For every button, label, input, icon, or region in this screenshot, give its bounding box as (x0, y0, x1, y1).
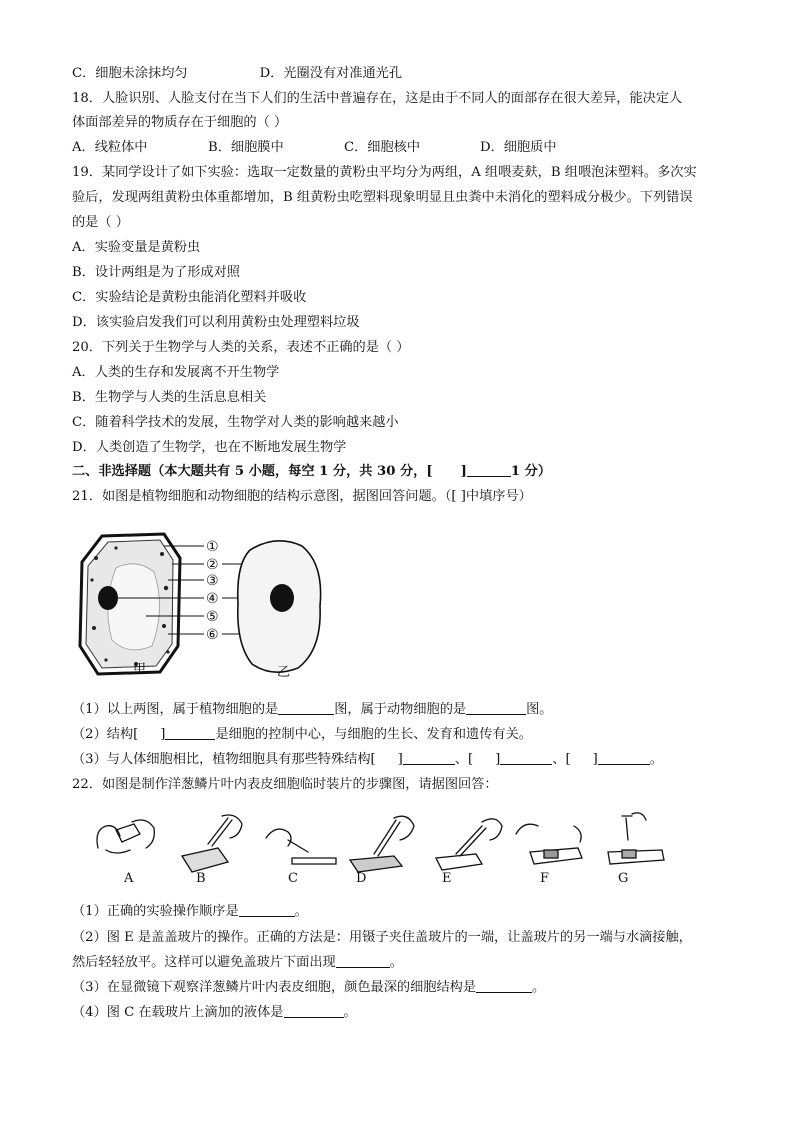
q18-options (72, 138, 557, 158)
q20-option-c: C．随着科学技术的发展，生物学对人类的影响越来越小 (72, 415, 399, 430)
step-label-f: F (540, 871, 550, 886)
q21-part3-b: ] (397, 752, 403, 767)
q22-part1-a: （1）正确的实验操作顺序是 (72, 904, 239, 919)
section2-heading (72, 462, 551, 482)
step-label-g: G (618, 871, 629, 886)
q21-part1-b: 图，属于动物细胞的是 (334, 702, 467, 717)
q21-part3 (72, 750, 663, 770)
q20-option-a: A．人类的生存和发展离不开生物学 (72, 365, 280, 380)
step-d-illustration (350, 816, 414, 872)
q17-options (72, 64, 402, 84)
q22-stem: 22．如图是制作洋葱鳞片叶内表皮细胞临时装片的步骤图，请据图回答： (72, 777, 498, 792)
step-g-illustration (608, 813, 664, 864)
q21-blank-5[interactable] (500, 750, 552, 765)
step-e-illustration (436, 819, 502, 870)
q20-option-b: B．生物学与人类的生活息息相关 (72, 390, 267, 405)
fig-label-1: ① (206, 539, 219, 555)
q19-stem-line1: 19．某同学设计了如下实验：选取一定数量的黄粉虫平均分为两组，A 组喂麦麸，B 组喂泡沫塑料。多次实 (72, 165, 697, 180)
fig-label-4: ④ (206, 591, 219, 607)
q22-blank-4[interactable] (284, 1003, 344, 1018)
fig-caption-left: 甲 (133, 662, 147, 677)
q22-part1-b: 。 (294, 904, 308, 919)
plant-nucleus (98, 586, 118, 610)
section2-heading-mid: ] (460, 464, 467, 479)
section2-heading-prefix: 二、非选择题（本大题共有 5 小题，每空 1 分，共 30 分，[ (72, 464, 433, 479)
slide-preparation-steps-figure (86, 808, 676, 886)
q21-part3-c: 、[ (454, 752, 474, 767)
step-label-c: C (288, 871, 298, 886)
q21-part3-d: ] (495, 752, 501, 767)
q17-option-c: C．细胞未涂抹均匀 (72, 66, 188, 81)
q21-blank-6[interactable] (598, 750, 650, 765)
q22-part2-line1: （2）图 E 是盖盖玻片的操作。正确的方法是：用镊子夹住盖玻片的一端，让盖玻片的另一端与水滴接触， (72, 930, 692, 945)
q21-part2-a: （2）结构[ (72, 727, 139, 742)
q22-blank-1[interactable] (239, 902, 295, 917)
step-label-b: B (196, 871, 206, 886)
cell-structure-figure (76, 528, 336, 680)
q22-part3-a: （3）在显微镜下观察洋葱鳞片叶内表皮细胞，颜色最深的细胞结构是 (72, 980, 477, 995)
step-a-illustration (97, 820, 154, 853)
q19-stem-line3: 的是（ ） (72, 215, 129, 230)
fig-label-2: ② (206, 557, 219, 573)
step-label-a: A (124, 871, 134, 886)
q22-part4 (72, 1003, 357, 1023)
q22-blank-3[interactable] (476, 978, 532, 993)
q21-part3-f: ] (592, 752, 598, 767)
q17-option-d: D．光圈没有对准通光孔 (259, 66, 403, 81)
q21-part1 (72, 700, 552, 720)
q19-option-b: B．设计两组是为了形成对照 (72, 265, 240, 280)
q22-part4-b: 。 (343, 1005, 357, 1020)
q22-part2-b: 。 (389, 955, 403, 970)
fig-label-3: ③ (206, 573, 219, 589)
q18-option-a: A．线粒体中 (72, 140, 148, 155)
q21-part1-a: （1）以上两图，属于植物细胞的是 (72, 702, 279, 717)
fig-label-6: ⑥ (206, 627, 219, 643)
q18-option-b: B．细胞膜中 (208, 140, 284, 155)
q22-part1 (72, 902, 308, 922)
q19-stem-line2: 验后，发现两组黄粉虫体重都增加，B 组黄粉虫吃塑料现象明显且虫粪中未消化的塑料成分极少。下列错误 (72, 190, 693, 205)
q21-part3-a: （3）与人体细胞相比，植物细胞具有那些特殊结构[ (72, 752, 376, 767)
step-b-illustration (182, 815, 242, 872)
q22-part3 (72, 978, 545, 998)
q20-stem: 20．下列关于生物学与人类的关系，表述不正确的是（ ） (72, 340, 410, 355)
q22-part2-a: 然后轻轻放平。这样可以避免盖玻片下面出现 (72, 955, 336, 970)
animal-nucleus (270, 584, 294, 612)
q21-part1-c: 图。 (526, 702, 553, 717)
q21-blank-4[interactable] (403, 750, 455, 765)
q18-stem-line1: 18．人脸识别、人脸支付在当下人们的生活中普遍存在，这是由于不同人的面部存在很大差异，能决定人 (72, 91, 683, 106)
q21-stem: 21．如图是植物细胞和动物细胞的结构示意图，据图回答问题。（[ ]中填序号） (72, 489, 532, 504)
q19-option-d: D．该实验启发我们可以利用黄粉虫处理塑料垃圾 (72, 315, 360, 330)
q18-option-d: D．细胞质中 (480, 140, 557, 155)
step-f-illustration (516, 824, 582, 864)
q21-blank-1[interactable] (278, 700, 334, 715)
q21-part2-c: 是细胞的控制中心，与细胞的生长、发育和遗传有关。 (215, 727, 532, 742)
q22-part3-b: 。 (532, 980, 546, 995)
q21-part2 (72, 725, 532, 745)
fig-caption-right: 乙 (277, 665, 291, 680)
q18-option-c: C．细胞核中 (344, 140, 421, 155)
step-c-illustration (266, 829, 336, 864)
q22-part2-line2 (72, 953, 403, 973)
q19-option-c: C．实验结论是黄粉虫能消化塑料并吸收 (72, 290, 307, 305)
q21-part2-b: ] (160, 727, 166, 742)
step-label-e: E (442, 871, 452, 886)
section2-heading-suffix: 1 分） (510, 464, 552, 479)
fig-label-5: ⑤ (206, 609, 219, 625)
q19-option-a: A．实验变量是黄粉虫 (72, 240, 201, 255)
q18-stem-line2: 体面部差异的物质存在于细胞的（ ） (72, 115, 288, 130)
q21-blank-2[interactable] (466, 700, 526, 715)
animal-cell (238, 541, 321, 672)
q22-part4-a: （4）图 C 在载玻片上滴加的液体是 (72, 1005, 284, 1020)
step-label-d: D (356, 871, 367, 886)
q20-option-d: D．人类创造了生物学，也在不断地发展生物学 (72, 440, 347, 455)
plant-cell (80, 534, 180, 674)
q22-blank-2[interactable] (336, 953, 390, 968)
q21-blank-3[interactable] (165, 725, 215, 740)
q21-part3-e: 、[ (552, 752, 571, 767)
q21-part3-g: 。 (649, 752, 664, 767)
